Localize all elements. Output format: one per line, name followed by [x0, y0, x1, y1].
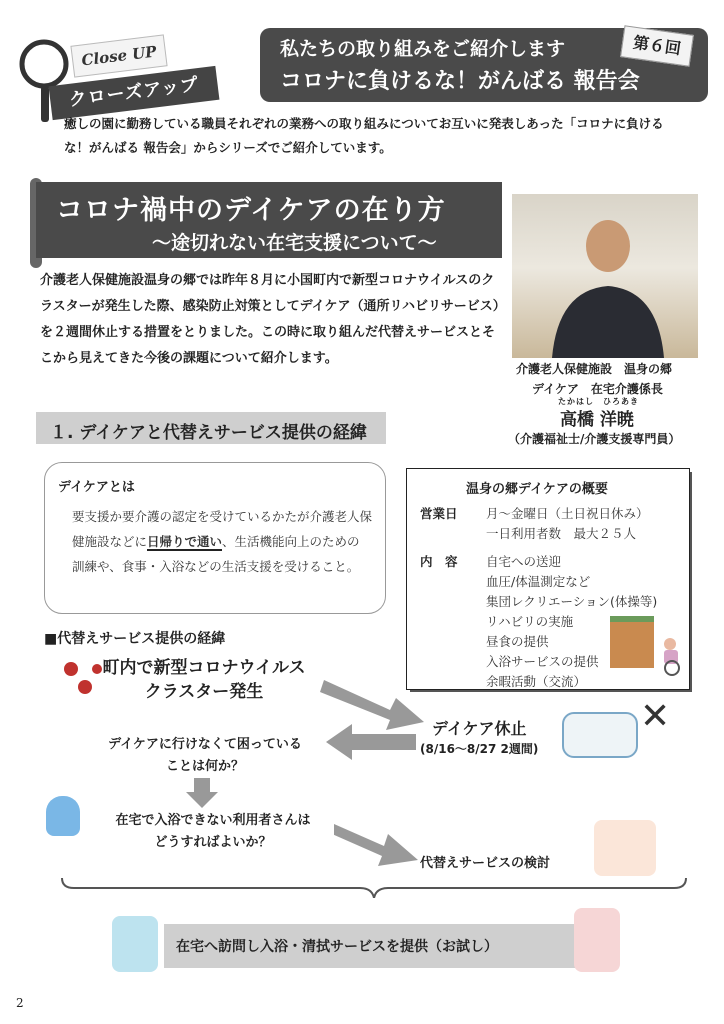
- cross-icon: ✕: [640, 696, 671, 737]
- outbreak-line: 町内で新型コロナウイルス: [102, 658, 306, 678]
- header-line2: コロナに負けるな！がんばる 報告会: [280, 69, 640, 94]
- wheelchair-icon: [656, 636, 690, 676]
- flow-heading: ■代替えサービス提供の経緯: [44, 631, 226, 647]
- capacity-value: 一日利用者数 最大２５人: [486, 526, 637, 541]
- content-item: 自宅への送迎: [486, 554, 562, 569]
- question-line: どうすればよいか？: [154, 835, 272, 850]
- definition-text: 要支援か要介護の認定を受けているかたが介護老人保健施設などに: [72, 509, 373, 549]
- closeup-banner: クローズアップ: [49, 66, 220, 120]
- page-number: 2: [16, 996, 24, 1010]
- issue-badge: 第６回: [620, 25, 694, 66]
- definition-text-end: 、生活機能向上のための訓練や、食事・入浴などの生活支援を受けること。: [72, 534, 360, 574]
- author-org: 介護老人保健施設 温身の郷: [516, 362, 673, 376]
- question-1: [80, 734, 330, 778]
- hours-label: 営業日: [420, 506, 458, 521]
- author-ruby: たかはし ひろあき: [558, 397, 639, 406]
- content-item: 集団レクリエーション(体操等): [486, 594, 658, 609]
- article-subtitle: ～途切れない在宅支援について～: [152, 232, 437, 254]
- daycare-closed: デイケア休止: [432, 719, 527, 738]
- closeup-label: Close UP: [70, 34, 167, 77]
- intro-text: 癒しの園に勤務している職員それぞれの業務への取り組みについてお互いに発表しあった「コロナに負けるな！がんばる 報告会」からシリーズでご紹介しています。: [64, 116, 664, 155]
- content-item: リハビリの実施: [486, 614, 574, 629]
- article-title: コロナ禍中のデイケアの在り方: [56, 195, 446, 226]
- question-line: 在宅で入浴できない利用者さんは: [115, 813, 311, 828]
- question-2: [86, 810, 340, 854]
- hours-value: 月～金曜日（土日祝日休み）: [486, 506, 649, 521]
- building-icon: [610, 616, 654, 668]
- bath-icon: [112, 916, 158, 972]
- article-lead: 介護老人保健施設温身の郷では昨年８月に小国町内で新型コロナウイルスのクラスターが発生した際、感染防止対策としてデイケア（通所リハビリサービス）を２週間休止する措置をとりました。この時に取り組んだ代替えサービスとそこから見えてきた今後の課題について紹介します。: [40, 273, 500, 366]
- author-name: 高橋 洋暁: [560, 410, 634, 430]
- section-heading: １. デイケアと代替えサービス提供の経緯: [50, 423, 367, 443]
- virus-icon: [78, 680, 92, 694]
- brace-divider: [60, 876, 688, 898]
- overview-title: 温身の郷デイケアの概要: [466, 482, 608, 497]
- service-review: 代替えサービスの検討: [420, 856, 551, 871]
- author-role: デイケア 在宅介護係長: [532, 382, 663, 396]
- content-label: 内 容: [420, 554, 458, 569]
- nurse-icon: [574, 908, 620, 972]
- closed-period: (8/16～8/27 2週間): [420, 742, 539, 756]
- content-item: 血圧/体温測定など: [486, 574, 591, 589]
- arrow-icon: [326, 724, 416, 760]
- header-line1: 私たちの取り組みをご紹介します: [280, 38, 566, 60]
- author-photo: [512, 194, 698, 358]
- virus-icon: [64, 662, 78, 676]
- arrow-icon: [334, 812, 420, 868]
- content-item: 入浴サービスの提供: [486, 654, 599, 669]
- outbreak-line: クラスター発生: [144, 682, 264, 702]
- arrow-icon: [186, 778, 218, 808]
- definition-title: デイケアとは: [58, 480, 135, 495]
- definition-underline: 日帰りで通い: [147, 534, 223, 549]
- question-line: ことは何か？: [165, 759, 244, 774]
- boy-icon: [46, 796, 80, 836]
- van-icon: [562, 712, 638, 758]
- staff-icon: [594, 820, 656, 876]
- service-result: 在宅へ訪問し入浴・清拭サービスを提供（お試し）: [176, 939, 498, 955]
- content-item: 余暇活動（交流）: [486, 674, 587, 689]
- outbreak-text: [94, 656, 314, 704]
- author-qualification: （介護福祉士/介護支援専門員）: [508, 432, 681, 446]
- definition-body: [72, 504, 372, 579]
- content-item: 昼食の提供: [486, 634, 549, 649]
- question-line: デイケアに行けなくて困っている: [108, 737, 302, 752]
